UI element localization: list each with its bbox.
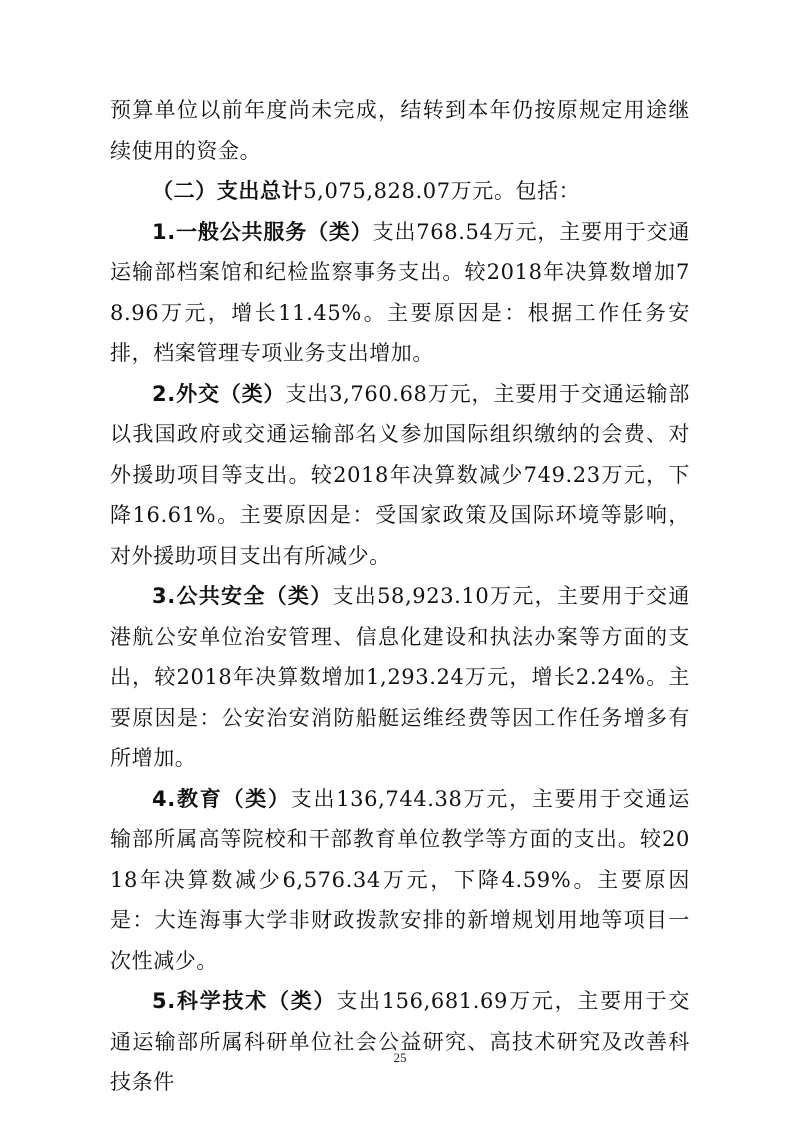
paragraph-text: 支出156,681.69万元，主要用于交通运输部所属科研单位社会公益研究、高技术研究及改善科技条件 <box>110 989 690 1094</box>
paragraph <box>110 171 690 212</box>
paragraph <box>110 981 690 1103</box>
paragraph-text: 5,075,828.07万元。包括： <box>303 179 581 203</box>
section-heading: 3.公共安全（类） <box>152 584 333 608</box>
section-heading: 4.教育（类） <box>152 786 291 811</box>
paragraph <box>110 90 690 171</box>
section-heading: 1.一般公共服务（类） <box>152 219 373 244</box>
paragraph <box>110 374 690 577</box>
paragraph-text: 支出768.54万元，主要用于交通运输部档案馆和纪检监察事务支出。较2018年决算数增加78.96万元，增长11.45%。主要原因是：根据工作任务安排，档案管理专项业务支出增加。 <box>110 219 690 365</box>
paragraph-text: 支出58,923.10万元，主要用于交通港航公安单位治安管理、信息化建设和执法办案等方面的支出，较2018年决算数增加1,293.24万元，增长2.24%。主要原因是：公安治安消防船艇运维经费等因工作任务增多有所增加。 <box>110 584 690 770</box>
paragraph-text: 支出136,744.38万元，主要用于交通运输部所属高等院校和干部教育单位教学等方面的支出。较2018年决算数减少6,576.34万元，下降4.59%。主要原因是：大连海事大学非财政拨款安排的新增规划用地等项目一次性减少。 <box>110 786 690 973</box>
body-text <box>110 90 690 1103</box>
paragraph <box>110 779 690 982</box>
section-heading: 2.外交（类） <box>152 381 286 406</box>
paragraph-text: 支出3,760.68万元，主要用于交通运输部以我国政府或交通运输部名义参加国际组织缴纳的会费、对外援助项目等支出。较2018年决算数减少749.23万元，下降16.61%。主要原因是：受国家政策及国际环境等影响，对外援助项目支出有所减少。 <box>110 381 690 568</box>
paragraph <box>110 212 690 374</box>
paragraph <box>110 576 690 779</box>
section-heading: 5.科学技术（类） <box>152 989 337 1013</box>
section-heading: （二）支出总计 <box>152 179 304 203</box>
paragraph-text: 预算单位以前年度尚未完成，结转到本年仍按原规定用途继续使用的资金。 <box>110 98 690 163</box>
page-number: 25 <box>393 1050 407 1065</box>
